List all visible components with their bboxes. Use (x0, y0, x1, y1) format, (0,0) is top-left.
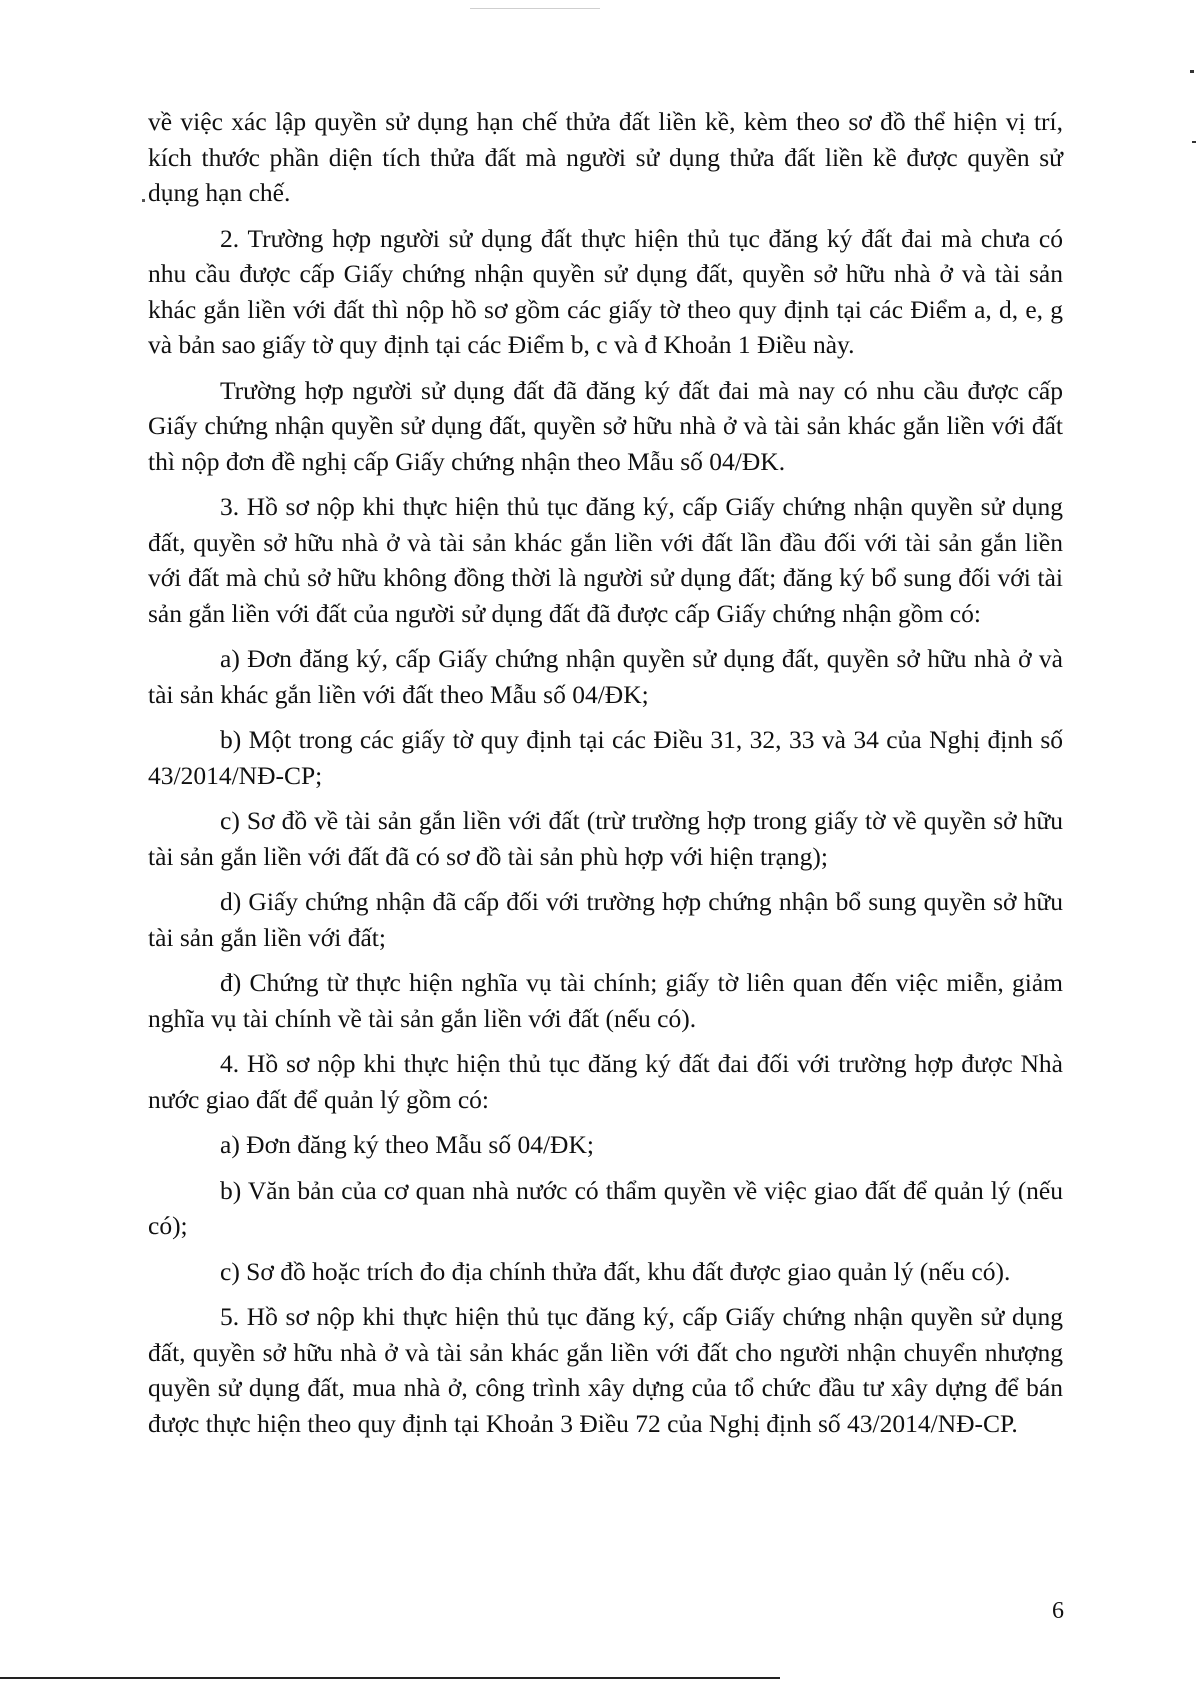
paragraph-continuation: về việc xác lập quyền sử dụng hạn chế thửa đất liền kề, kèm theo sơ đồ thể hiện vị trí, kích thước phần diện tích thửa đất mà người sử dụng thửa đất liền kề được quyền sử dụng hạn chế. (148, 107, 1063, 207)
paragraph-clause-3: 3. Hồ sơ nộp khi thực hiện thủ tục đăng ký, cấp Giấy chứng nhận quyền sử dụng đất, quyền sở hữu nhà ở và tài sản khác gắn liền với đất lần đầu đối với tài sản gắn liền với đất mà chủ sở hữu không đồng thời là người sử dụng đất; đăng ký bổ sung đối với tài sản gắn liền với đất của người sử dụng đất đã được cấp Giấy chứng nhận gồm có: (148, 492, 1063, 628)
paragraph-3d: d) Giấy chứng nhận đã cấp đối với trường hợp chứng nhận bổ sung quyền sở hữu tài sản gắn liền với đất; (148, 887, 1063, 952)
paragraph-3dd: đ) Chứng từ thực hiện nghĩa vụ tài chính; giấy tờ liên quan đến việc miễn, giảm nghĩa vụ tài chính về tài sản gắn liền với đất (nếu có). (148, 968, 1063, 1033)
scan-artifact-mark (1190, 70, 1194, 73)
paragraph-4b: b) Văn bản của cơ quan nhà nước có thẩm quyền về việc giao đất để quản lý (nếu có); (148, 1175, 1063, 1240)
scan-artifact-mark (142, 199, 145, 202)
paragraph-3a: a) Đơn đăng ký, cấp Giấy chứng nhận quyền sử dụng đất, quyền sở hữu nhà ở và tài sản khác gắn liền với đất theo Mẫu số 04/ĐK; (148, 644, 1063, 709)
paragraph-registered-case: Trường hợp người sử dụng đất đã đăng ký đất đai mà nay có nhu cầu được cấp Giấy chứng nhận quyền sử dụng đất, quyền sở hữu nhà ở và tài sản khác gắn liền với đất thì nộp đơn đề nghị cấp Giấy chứng nhận theo Mẫu số 04/ĐK. (148, 375, 1063, 476)
scan-artifact-top (470, 8, 600, 9)
paragraph-clause-5: 5. Hồ sơ nộp khi thực hiện thủ tục đăng ký, cấp Giấy chứng nhận quyền sử dụng đất, quyền sở hữu nhà ở và tài sản khác gắn liền với đất cho người nhận chuyển nhượng quyền sử dụng đất, mua nhà ở, công trình xây dựng của tổ chức đầu tư xây dựng để bán được thực hiện theo quy định tại Khoản 3 Điều 72 của Nghị định số 43/2014/NĐ-CP. (148, 1302, 1063, 1438)
paragraph-clause-4: 4. Hồ sơ nộp khi thực hiện thủ tục đăng ký đất đai đối với trường hợp được Nhà nước giao đất để quản lý gồm có: (148, 1049, 1063, 1114)
paragraph-4a: a) Đơn đăng ký theo Mẫu số 04/ĐK; (220, 1130, 594, 1159)
document-body (148, 104, 1063, 1451)
paragraph-3b: b) Một trong các giấy tờ quy định tại các Điều 31, 32, 33 và 34 của Nghị định số 43/2014/NĐ-CP; (148, 725, 1063, 790)
scan-artifact-bottom (0, 1677, 780, 1679)
scan-artifact-mark (1192, 141, 1196, 143)
paragraph-clause-2: 2. Trường hợp người sử dụng đất thực hiện thủ tục đăng ký đất đai mà chưa có nhu cầu được cấp Giấy chứng nhận quyền sử dụng đất, quyền sở hữu nhà ở và tài sản khác gắn liền với đất thì nộp hồ sơ gồm các giấy tờ theo quy định tại các Điểm a, d, e, g và bản sao giấy tờ quy định tại các Điểm b, c và đ Khoản 1 Điều này. (148, 223, 1063, 359)
paragraph-4c: c) Sơ đồ hoặc trích đo địa chính thửa đất, khu đất được giao quản lý (nếu có). (220, 1256, 1011, 1286)
page-number: 6 (1052, 1598, 1064, 1624)
paragraph-3c: c) Sơ đồ về tài sản gắn liền với đất (trừ trường hợp trong giấy tờ về quyền sở hữu tài sản gắn liền với đất đã có sơ đồ tài sản phù hợp với hiện trạng); (148, 806, 1063, 871)
